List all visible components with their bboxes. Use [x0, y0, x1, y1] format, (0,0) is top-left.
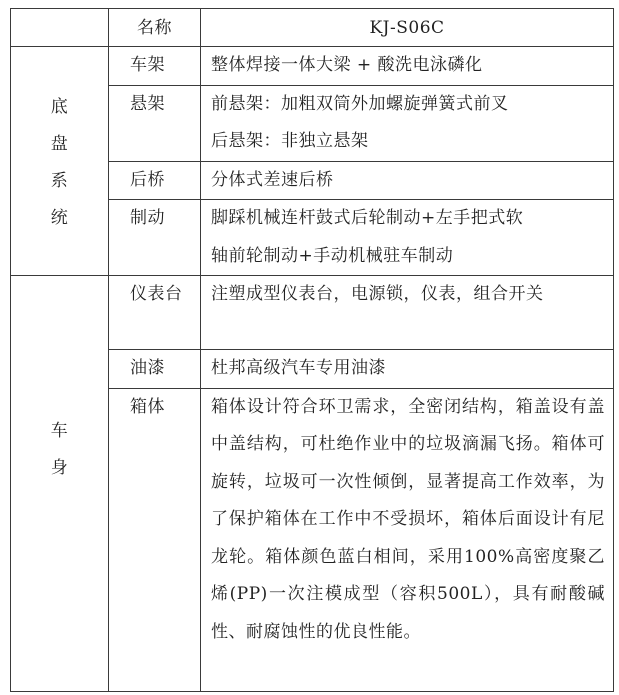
item-name-brake: 制动 [109, 200, 201, 276]
table-row [11, 47, 614, 86]
group-body-cell [11, 276, 109, 692]
item-name-container: 箱体 [109, 388, 201, 691]
header-name-cell: 名称 [109, 9, 201, 47]
item-value-paint: 杜邦高级汽车专用油漆 [201, 350, 614, 389]
item-value-container: 箱体设计符合环卫需求，全密闭结构，箱盖设有盖中盖结构，可杜绝作业中的垃圾滴漏飞扬。箱体可旋转，垃圾可一次性倾倒，显著提高工作效率，为了保护箱体在工作中不受损坏，箱体后面设计有尼龙轮。箱体颜色蓝白相间，采用100%高密度聚乙烯(PP)一次注模成型（容积500L），具有耐酸碱性、耐腐蚀性的优良性能。 [201, 388, 614, 691]
item-name-frame: 车架 [109, 47, 201, 86]
header-model-cell: KJ-S06C [201, 9, 614, 47]
item-name-dashboard: 仪表台 [109, 276, 201, 350]
item-name-suspension: 悬架 [109, 85, 201, 161]
group-body-label: 车 身 [50, 421, 69, 478]
table-row [11, 276, 614, 350]
group-chassis-label: 底 盘 系 统 [50, 97, 69, 228]
item-value-suspension: 前悬架：加粗双筒外加螺旋弹簧式前叉 后悬架：非独立悬架 [201, 85, 614, 161]
item-name-rear-axle: 后桥 [109, 161, 201, 200]
item-value-rear-axle: 分体式差速后桥 [201, 161, 614, 200]
item-value-frame: 整体焊接一体大梁 + 酸洗电泳磷化 [201, 47, 614, 86]
item-value-dashboard: 注塑成型仪表台，电源锁，仪表，组合开关 [201, 276, 614, 350]
item-name-paint: 油漆 [109, 350, 201, 389]
header-empty-cell [11, 9, 109, 47]
item-value-brake: 脚踩机械连杆鼓式后轮制动+左手把式软 轴前轮制动+手动机械驻车制动 [201, 200, 614, 276]
spec-table [10, 8, 614, 692]
table-header-row [11, 9, 614, 47]
group-chassis-cell [11, 47, 109, 276]
